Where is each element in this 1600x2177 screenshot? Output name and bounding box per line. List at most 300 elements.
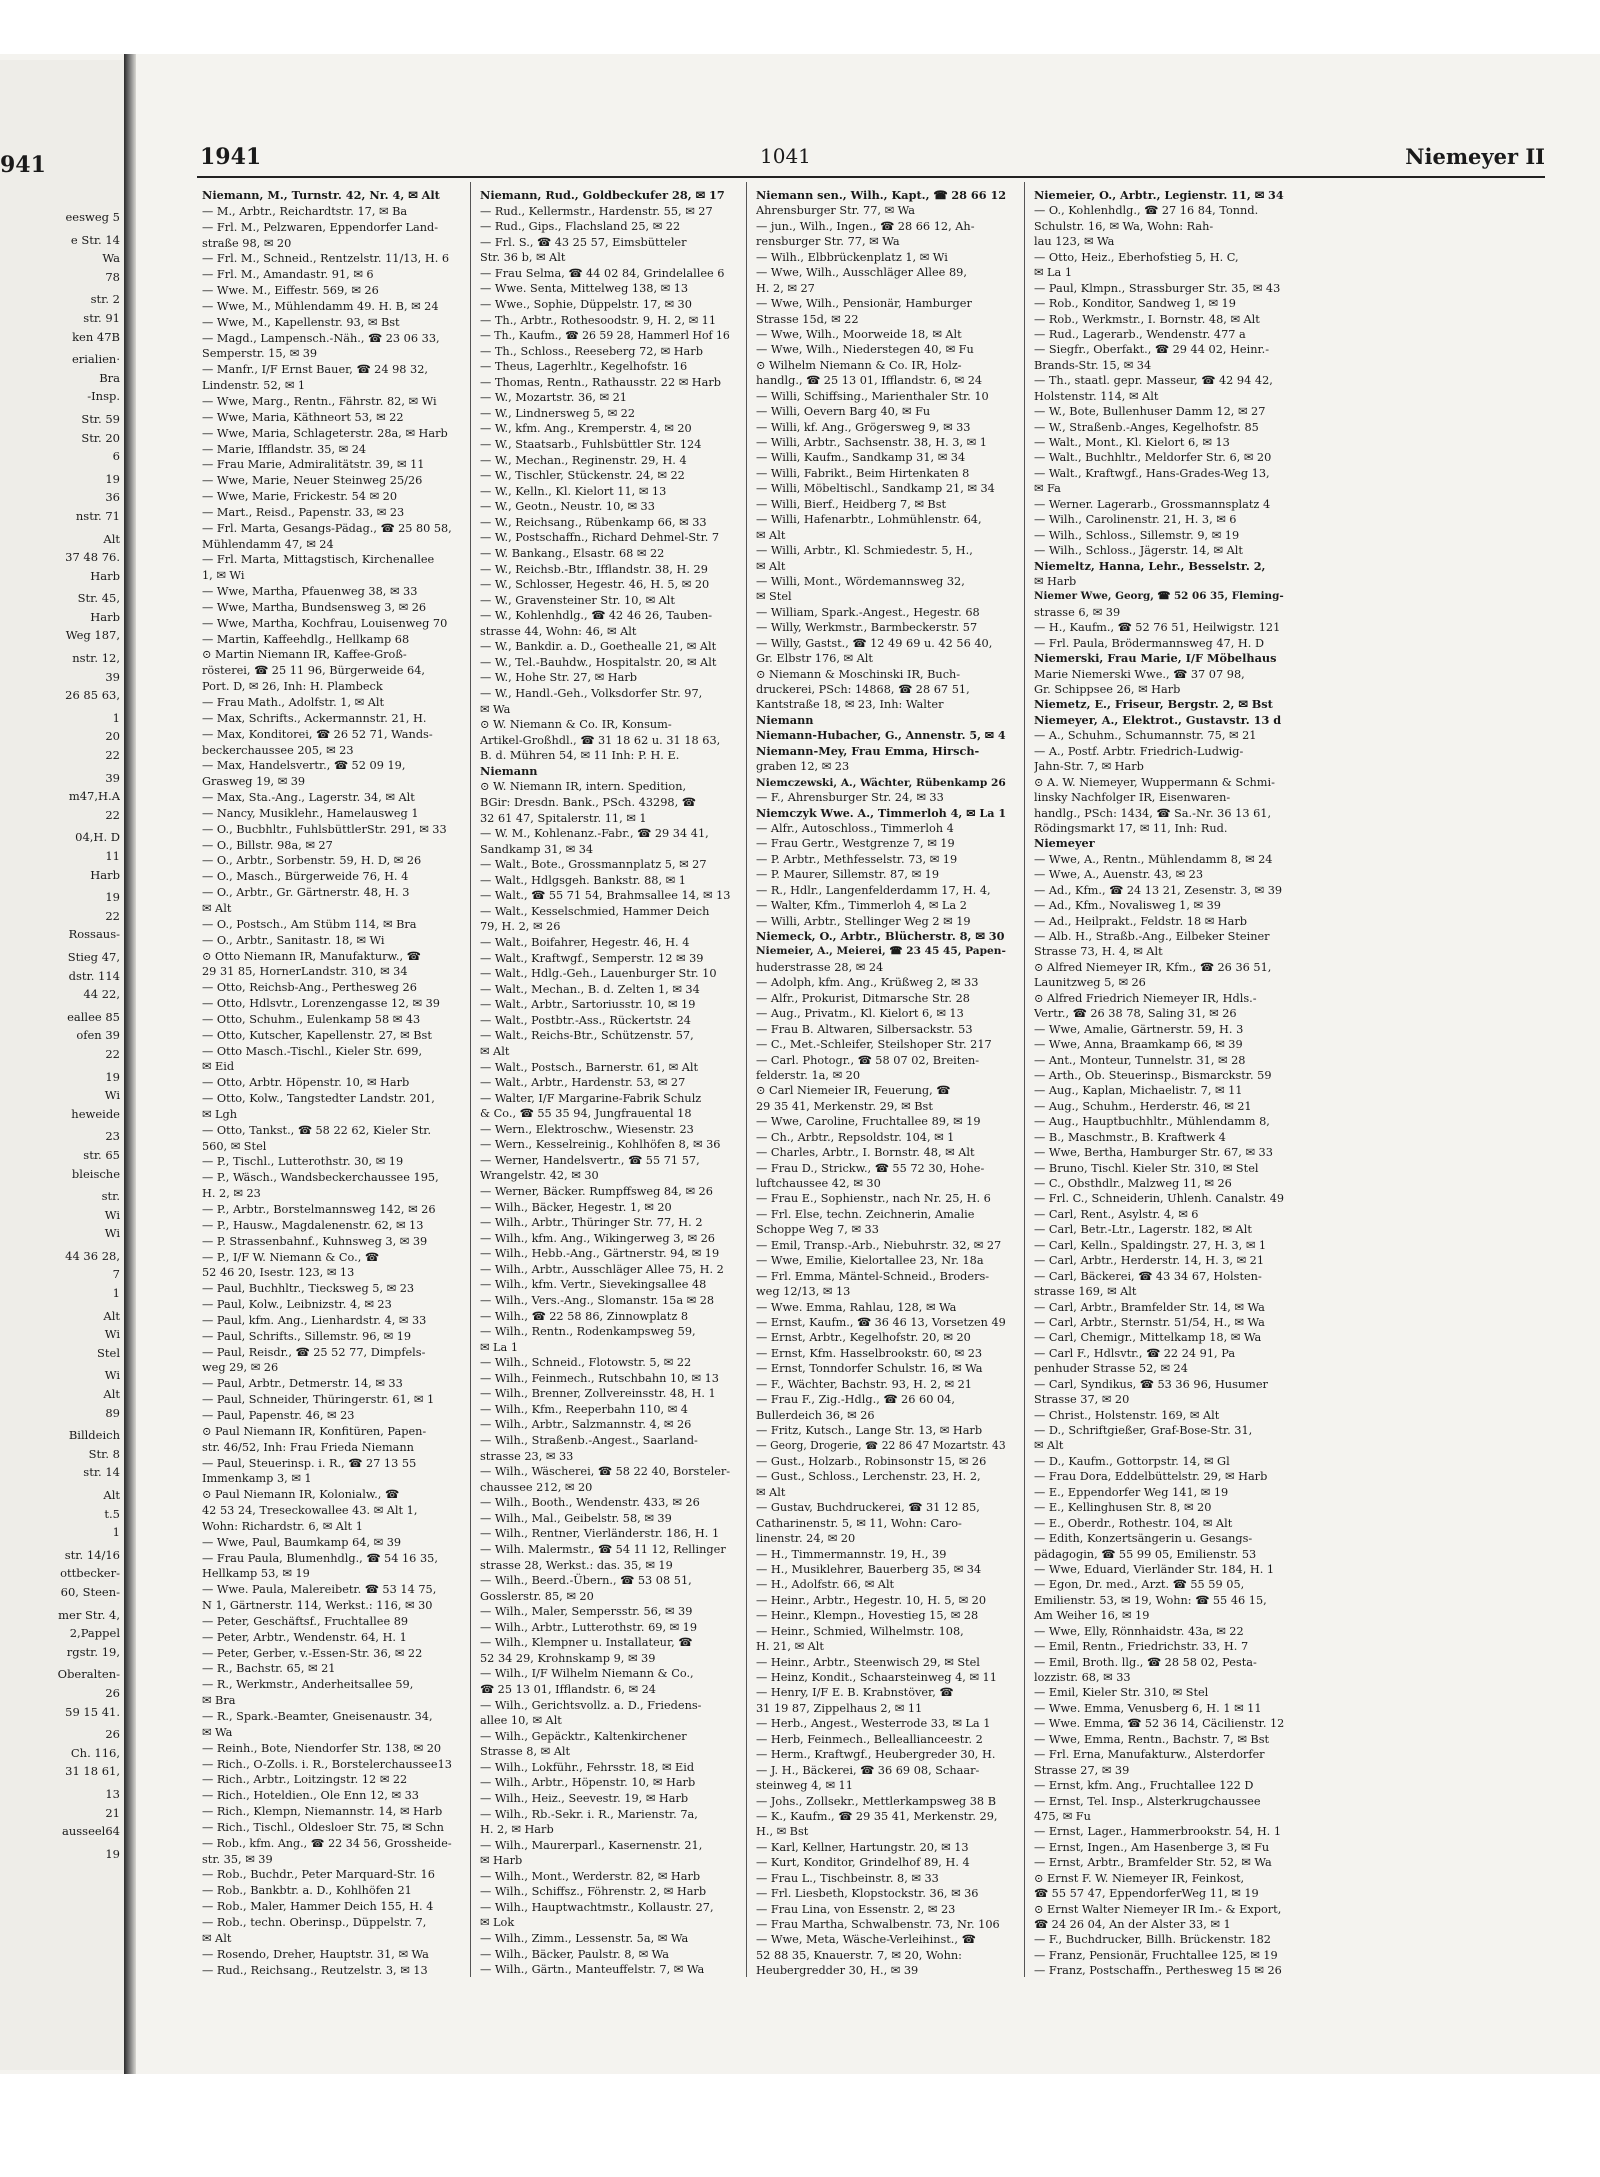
directory-entry-line: — Rosendo, Dreher, Hauptstr. 31, ✉ Wa	[202, 1947, 429, 1961]
directory-entry-line: Kantstraße 18, ✉ 23, Inh: Walter	[756, 698, 944, 712]
directory-entry-line: — Paul, kfm. Ang., Lienhardstr. 4, ✉ 33	[202, 1313, 427, 1327]
directory-entry-line: — Wwe, Martha, Bundsensweg 3, ✉ 26	[202, 600, 427, 614]
directory-entry-line: — Paul, Arbtr., Detmerstr. 14, ✉ 33	[202, 1377, 403, 1391]
previous-page-number: 941	[0, 152, 46, 178]
directory-entry-line: — Bruno, Tischl. Kieler Str. 310, ✉ Stel	[1034, 1161, 1259, 1175]
directory-entry-line: — Heinr., Schmied, Wilhelmstr. 108,	[756, 1624, 964, 1638]
directory-entry-line: — W., Tischler, Stückenstr. 24, ✉ 22	[480, 469, 685, 483]
directory-column-3	[756, 188, 1006, 1988]
directory-entry-line: — Ad., Kfm., ☎ 24 13 21, Zesenstr. 3, ✉ 39	[1034, 883, 1283, 897]
previous-page-line: Stieg 47,	[67, 949, 120, 964]
directory-entry-line: — Walt., Mechan., B. d. Zelten 1, ✉ 34	[480, 982, 700, 996]
directory-entry-line: — W., Kohlenhdlg., ☎ 42 46 26, Tauben-	[480, 609, 713, 623]
previous-page-line: Alt	[103, 1387, 120, 1402]
directory-entry-line: — Rob., kfm. Ang., ☎ 22 34 56, Grossheide-	[202, 1836, 452, 1850]
directory-entry-line: — W., Mechan., Reginenstr. 29, H. 4	[480, 453, 687, 467]
directory-entry-line: H. 21, ✉ Alt	[756, 1640, 824, 1654]
directory-entry-line: — W., Reichsang., Rübenkamp 66, ✉ 33	[480, 515, 707, 529]
directory-entry-line: ⊙ W. Niemann IR, intern. Spedition,	[480, 780, 687, 794]
directory-entry-line: — Wwe, Eduard, Vierländer Str. 184, H. 1	[1034, 1562, 1275, 1576]
directory-entry-line: penhuder Strasse 52, ✉ 24	[1034, 1362, 1188, 1376]
previous-page-line: Wi	[104, 1088, 120, 1103]
previous-page-line: 22	[105, 908, 120, 923]
directory-entry-line: — H., Musiklehrer, Bauerberg 35, ✉ 34	[756, 1562, 982, 1576]
directory-entry-line: — Frau Selma, ☎ 44 02 84, Grindelallee 6	[480, 266, 725, 280]
previous-page-line: 60, Steen-	[60, 1584, 120, 1599]
previous-page-line: 13	[105, 1786, 120, 1801]
directory-entry-line: — Wilh., Schneid., Flotowstr. 5, ✉ 22	[480, 1356, 692, 1370]
directory-entry-line: — Carl. Photogr., ☎ 58 07 02, Breiten-	[756, 1053, 980, 1067]
directory-entry-line: H. 2, ✉ 27	[756, 281, 815, 295]
directory-entry-line: ☎ 55 57 47, EppendorferWeg 11, ✉ 19	[1034, 1887, 1259, 1901]
directory-entry-line: ✉ Alt	[756, 1485, 786, 1499]
directory-entry-line: — Alfr., Prokurist, Ditmarsche Str. 28	[756, 991, 970, 1005]
directory-entry-line: — Wwe, Wilh., Ausschläger Allee 89,	[756, 266, 967, 280]
previous-page-line: eallee 85	[67, 1009, 120, 1024]
directory-entry-line: handlg., ☎ 25 13 01, Ifflandstr. 6, ✉ 24	[756, 374, 983, 388]
directory-entry-line: huderstrasse 28, ✉ 24	[756, 960, 884, 974]
directory-entry-line: — Carl, Bäckerei, ☎ 43 34 67, Holsten-	[1034, 1269, 1262, 1283]
directory-entry-line: ⊙ Carl Niemeier IR, Feuerung, ☎	[756, 1084, 951, 1098]
directory-entry-line: — Adolph, kfm. Ang., Krüßweg 2, ✉ 33	[756, 976, 979, 990]
previous-page-line: heweide	[71, 1106, 120, 1121]
directory-entry-line: — P., I/F W. Niemann & Co., ☎	[202, 1250, 379, 1264]
previous-page-line: 26	[105, 1727, 120, 1742]
directory-entry-line: — P., Arbtr., Borstelmannsweg 142, ✉ 26	[202, 1203, 436, 1216]
directory-entry-line: Vertr., ☎ 26 38 78, Saling 31, ✉ 26	[1034, 1007, 1237, 1021]
directory-entry-line: — Th., staatl. gepr. Masseur, ☎ 42 94 42,	[1034, 374, 1273, 388]
directory-entry-line: — Wilh., Heiz., Seevestr. 19, ✉ Harb	[480, 1791, 689, 1805]
column-divider	[1024, 182, 1025, 1977]
directory-entry-line: — Wwe, Bertha, Hamburger Str. 67, ✉ 33	[1034, 1146, 1273, 1160]
directory-entry-line: pädagogin, ☎ 55 99 05, Emilienstr. 53	[1034, 1547, 1257, 1561]
directory-entry-line: — W., Mozartstr. 36, ✉ 21	[480, 391, 627, 405]
directory-entry-line: — Frau Math., Adolfstr. 1, ✉ Alt	[202, 696, 385, 709]
directory-entry-line: Marie Niemerski Wwe., ☎ 37 07 98,	[1034, 667, 1245, 681]
directory-entry-line: — E., Oberdr., Rothestr. 104, ✉ Alt	[1034, 1516, 1233, 1530]
directory-entry-line: — Christ., Holstenstr. 169, ✉ Alt	[1034, 1408, 1220, 1422]
previous-page-line: Wi	[104, 1207, 120, 1222]
directory-entry-line: — W. Bankang., Elsastr. 68 ✉ 22	[480, 546, 665, 560]
previous-page-line: 31 18 61,	[65, 1764, 120, 1779]
directory-entry-line: — Theus, Lagerhltr., Kegelhofstr. 16	[480, 360, 688, 374]
directory-entry-line: Niemeltz, Hanna, Lehr., Besselstr. 2,	[1034, 558, 1266, 573]
directory-entry-line: — Frl. Marta, Gesangs-Pädag., ☎ 25 80 58,	[202, 521, 452, 535]
directory-entry-line: — P., Tischl., Lutterothstr. 30, ✉ 19	[202, 1155, 404, 1169]
directory-entry-line: — Heinz, Kondit., Schaarsteinweg 4, ✉ 11	[756, 1671, 997, 1684]
directory-entry-line: — W., Geotn., Neustr. 10, ✉ 33	[480, 500, 655, 514]
directory-entry-line: — Ernst, Arbtr., Kegelhofstr. 20, ✉ 20	[756, 1331, 971, 1345]
directory-entry-line: Niemeyer	[1034, 836, 1095, 851]
directory-entry-line: — F., Buchdrucker, Billh. Brückenstr. 182	[1034, 1933, 1271, 1947]
directory-entry-line: — Wwe. M., Eiffestr. 569, ✉ 26	[202, 284, 379, 298]
directory-entry-line: ✉ Wa	[480, 702, 511, 716]
directory-entry-line: — Kurt, Konditor, Grindelhof 89, H. 4	[756, 1856, 970, 1870]
directory-entry-line: ⊙ Paul Niemann IR, Konfitüren, Papen-	[202, 1424, 427, 1438]
directory-entry-line: — Frau Martha, Schwalbenstr. 73, Nr. 106	[756, 1918, 1000, 1931]
directory-column-4	[1034, 188, 1284, 1988]
directory-entry-line: H. 2, ✉ 23	[202, 1187, 261, 1201]
previous-page-line: Str. 45,	[77, 591, 120, 606]
directory-entry-line: — Herb, Feinmech., Belleallianceestr. 2	[756, 1732, 983, 1746]
directory-entry-line: — Paul, Papenstr. 46, ✉ 23	[202, 1408, 355, 1422]
directory-entry-line: — Willi, kf. Ang., Grögersweg 9, ✉ 33	[756, 420, 971, 434]
directory-entry-line: — Wilh., Booth., Wendenstr. 433, ✉ 26	[480, 1496, 700, 1510]
directory-entry-line: — Wern., Kesselreinig., Kohlhöfen 8, ✉ 36	[480, 1138, 721, 1152]
directory-entry-line: — Emil, Broth. llg., ☎ 28 58 02, Pesta-	[1034, 1655, 1257, 1669]
directory-entry-line: — Herb., Angest., Westerrode 33, ✉ La 1	[756, 1717, 991, 1731]
directory-entry-line: — Reinh., Bote, Niendorfer Str. 138, ✉ 20	[202, 1741, 442, 1755]
directory-entry-line: strasse 169, ✉ Alt	[1034, 1285, 1137, 1299]
directory-entry-line: — Heinr., Arbtr., Hegestr. 10, H. 5, ✉ 20	[756, 1593, 987, 1607]
directory-entry-line: — Wilh., Schloss., Sillemstr. 9, ✉ 19	[1034, 528, 1240, 542]
previous-page-line: Weg 187,	[65, 628, 120, 643]
directory-entry-line: — Wwe, Marie, Neuer Steinweg 25/26	[202, 474, 423, 488]
directory-entry-line: — Wilh., Straßenb.-Angest., Saarland-	[480, 1434, 698, 1447]
previous-page-line: Oberalten-	[57, 1667, 120, 1682]
directory-entry-line: — jun., Wilh., Ingen., ☎ 28 66 12, Ah-	[756, 219, 975, 233]
directory-entry-line: — Walt., Mont., Kl. Kielort 6, ✉ 13	[1034, 436, 1230, 449]
directory-entry-line: ✉ Alt	[756, 528, 786, 542]
previous-page-line: 20	[105, 729, 120, 744]
directory-entry-line: Niemeier, O., Arbtr., Legienstr. 11, ✉ 34	[1034, 188, 1284, 202]
directory-entry-line: Gr. Elbstr 176, ✉ Alt	[756, 652, 873, 666]
directory-entry-line: — Wilh., Schloss., Jägerstr. 14, ✉ Alt	[1034, 544, 1243, 558]
directory-entry-line: — Frl. Liesbeth, Klopstockstr. 36, ✉ 36	[756, 1887, 979, 1901]
directory-entry-line: — O., Postsch., Am Stübm 114, ✉ Bra	[202, 917, 417, 931]
directory-entry-line: Niemann	[480, 763, 538, 778]
directory-entry-line: — Emil, Kieler Str. 310, ✉ Stel	[1034, 1686, 1209, 1700]
directory-entry-line: — Wwe., Sophie, Düppelstr. 17, ✉ 30	[480, 297, 692, 311]
directory-entry-line: Niemerski, Frau Marie, I/F Möbelhaus	[1034, 651, 1277, 666]
directory-entry-line: — Wilh., Rentn., Rodenkampsweg 59,	[480, 1325, 696, 1339]
directory-entry-line: — Wwe, Maria, Schlageterstr. 28a, ✉ Harb	[202, 426, 448, 440]
page-header	[200, 140, 1570, 180]
directory-entry-line: — Paul, Buchhltr., Tiecksweg 5, ✉ 23	[202, 1282, 415, 1296]
book-gutter	[124, 54, 136, 2074]
previous-page-edge	[0, 60, 124, 2070]
previous-page-line: 2,Pappel	[69, 1626, 120, 1641]
directory-entry-line: — Wwe, Emma, Rentn., Bachstr. 7, ✉ Bst	[1034, 1732, 1270, 1746]
directory-entry-line: ✉ Bra	[202, 1694, 236, 1708]
directory-entry-line: — Ernst, kfm. Ang., Fruchtallee 122 D	[1034, 1779, 1254, 1793]
directory-entry-line: beckerchaussee 205, ✉ 23	[202, 743, 354, 757]
directory-entry-line: Launitzweg 5, ✉ 26	[1034, 976, 1146, 990]
directory-entry-line: — Paul, Schneider, Thüringerstr. 61, ✉ 1	[202, 1393, 435, 1407]
directory-entry-line: — Wwe, A., Auenstr. 43, ✉ 23	[1034, 868, 1204, 882]
directory-entry-line: — Frl. M., Schneid., Rentzelstr. 11/13, H. 6	[202, 252, 450, 266]
directory-entry-line: — Rich., Arbtr., Loitzingstr. 12 ✉ 22	[202, 1773, 408, 1787]
directory-entry-line: — Gustav, Buchdruckerei, ☎ 31 12 85,	[756, 1501, 980, 1515]
directory-entry-line: ✉ Alt	[1034, 1439, 1064, 1453]
directory-entry-line: — Frau F., Zig.-Hdlg., ☎ 26 60 04,	[756, 1393, 955, 1407]
directory-entry-line: — Wwe, Marie, Frickestr. 54 ✉ 20	[202, 490, 398, 504]
directory-entry-line: — Wwe, Anna, Braamkamp 66, ✉ 39	[1034, 1038, 1243, 1052]
directory-entry-line: — Manfr., I/F Ernst Bauer, ☎ 24 98 32,	[202, 363, 429, 377]
directory-entry-line: — Wwe. Emma, Rahlau, 128, ✉ Wa	[756, 1300, 957, 1314]
directory-entry-line: str. 35, ✉ 39	[202, 1852, 273, 1866]
directory-entry-line: — Max, Schrifts., Ackermannstr. 21, H.	[202, 711, 427, 725]
directory-entry-line: — Aug., Kaplan, Michaelistr. 7, ✉ 11	[1034, 1084, 1243, 1098]
directory-entry-line: — Willi, Möbeltischl., Sandkamp 21, ✉ 34	[756, 482, 995, 496]
directory-entry-line: — P. Strassenbahnf., Kuhnsweg 3, ✉ 39	[202, 1234, 428, 1248]
directory-entry-line: — Rob., Bankbtr. a. D., Kohlhöfen 21	[202, 1884, 412, 1898]
directory-entry-line: — Willy, Gastst., ☎ 12 49 69 u. 42 56 40,	[756, 636, 993, 650]
column-divider	[470, 182, 471, 1977]
directory-entry-line: — Wilh., ☎ 22 58 86, Zinnowplatz 8	[480, 1309, 689, 1323]
directory-entry-line: strasse 28, Werkst.: das. 35, ✉ 19	[480, 1558, 673, 1572]
directory-entry-line: — Wilh., Arbtr., Lutterothstr. 69, ✉ 19	[480, 1620, 698, 1634]
running-title: Niemeyer II	[1405, 144, 1545, 169]
directory-entry-line: — P., Hausw., Magdalenenstr. 62, ✉ 13	[202, 1218, 424, 1232]
directory-entry-line: — P., Wäsch., Wandsbeckerchaussee 195,	[202, 1171, 439, 1185]
directory-entry-line: — Wwe. Emma, Venusberg 6, H. 1 ✉ 11	[1034, 1701, 1262, 1715]
directory-entry-line: — Wilh., Vers.-Ang., Slomanstr. 15a ✉ 28	[480, 1293, 715, 1307]
directory-entry-line: — O., Bucbhltr., FuhlsbüttlerStr. 291, ✉ 33	[202, 822, 447, 836]
directory-entry-line: — W., Schlosser, Hegestr. 46, H. 5, ✉ 20	[480, 578, 710, 592]
directory-entry-line: Strasse 73, H. 4, ✉ Alt	[1034, 945, 1163, 959]
directory-entry-line: — W., Tel.-Bauhdw., Hospitalstr. 20, ✉ Alt	[480, 655, 717, 669]
previous-page-line: 26 85 63,	[65, 688, 120, 703]
directory-entry-line: — H., Adolfstr. 66, ✉ Alt	[756, 1578, 895, 1592]
directory-entry-line: — Carl, Kelln., Spaldingstr. 27, H. 3, ✉ 1	[1034, 1238, 1267, 1252]
directory-entry-line: — Paul, Reisdr., ☎ 25 52 77, Dimpfels-	[202, 1345, 426, 1359]
directory-entry-line: ⊙ Otto Niemann IR, Manufakturw., ☎	[202, 949, 421, 963]
previous-page-line: 78	[105, 269, 120, 284]
directory-entry-line: ✉ La 1	[480, 1340, 519, 1354]
directory-entry-line: — Emil, Rentn., Friedrichstr. 33, H. 7	[1034, 1640, 1249, 1654]
previous-page-line: Harb	[90, 867, 120, 882]
directory-entry-line: — Frau D., Strickw., ☎ 55 72 30, Hohe-	[756, 1161, 985, 1175]
directory-entry-line: — Aug., Schuhm., Herderstr. 46, ✉ 21	[1034, 1099, 1252, 1113]
previous-page-line: Rossaus-	[68, 927, 120, 942]
previous-page-line: t.5	[104, 1506, 120, 1521]
directory-entry-line: — Frl. Marta, Mittagstisch, Kirchenallee	[202, 553, 435, 567]
directory-entry-line: — O., Masch., Bürgerweide 76, H. 4	[202, 870, 409, 884]
directory-entry-line: — A., Postf. Arbtr. Friedrich-Ludwig-	[1034, 744, 1244, 758]
directory-entry-line: Strasse 27, ✉ 39	[1034, 1763, 1130, 1777]
directory-entry-line: 29 31 85, HornerLandstr. 310, ✉ 34	[202, 965, 408, 979]
previous-page-text	[2, 210, 120, 1865]
directory-entry-line: ⊙ Ernst Walter Niemeyer IR Im.- & Export,	[1034, 1902, 1282, 1916]
directory-entry-line: — Ernst, Arbtr., Bramfelder Str. 52, ✉ Wa	[1034, 1856, 1272, 1870]
directory-entry-line: — C., Met.-Schleifer, Steilshoper Str. 217	[756, 1038, 992, 1052]
directory-entry-line: — Ch., Arbtr., Repsoldstr. 104, ✉ 1	[756, 1130, 955, 1144]
directory-entry-line: — Magd., Lampensch.-Näh., ☎ 23 06 33,	[202, 331, 440, 345]
directory-entry-line: ✉ Lgh	[202, 1107, 238, 1121]
directory-entry-line: — Aug., Hauptbuchhltr., Mühlendamm 8,	[1034, 1115, 1270, 1129]
directory-entry-line: linsky Nachfolger IR, Eisenwaren-	[1034, 791, 1231, 805]
previous-page-line: erialien·	[71, 352, 120, 367]
directory-entry-line: — Wilh., Klempner u. Installateur, ☎	[480, 1636, 693, 1650]
directory-entry-line: luftchaussee 42, ✉ 30	[756, 1177, 881, 1190]
previous-page-line: Harb	[90, 609, 120, 624]
directory-entry-line: — Ernst, Kaufm., ☎ 36 46 13, Vorsetzen 49	[756, 1315, 1006, 1329]
directory-entry-line: weg 12/13, ✉ 13	[756, 1285, 851, 1299]
directory-entry-line: — Fritz, Kutsch., Lange Str. 13, ✉ Harb	[756, 1424, 983, 1437]
directory-entry-line: — Willi, Fabrikt., Beim Hirtenkaten 8	[756, 466, 970, 480]
directory-entry-line: — Frl. M., Amandastr. 91, ✉ 6	[202, 268, 374, 282]
directory-entry-line: — W., Staatsarb., Fuhlsbüttler Str. 124	[480, 438, 702, 451]
previous-page-line: str. 65	[83, 1147, 120, 1162]
directory-entry-line: Jahn-Str. 7, ✉ Harb	[1034, 760, 1144, 774]
directory-entry-line: — O., Arbtr., Gr. Gärtnerstr. 48, H. 3	[202, 886, 410, 900]
directory-entry-line: — W., Straßenb.-Anges, Kegelhofstr. 85	[1034, 420, 1259, 434]
previous-page-line: 59 15 41.	[65, 1704, 120, 1719]
previous-page-line: 1	[112, 1286, 120, 1301]
previous-page-line: str. 2	[90, 292, 120, 307]
directory-entry-line: — Walt., Buchhltr., Meldorfer Str. 6, ✉ 20	[1034, 451, 1272, 465]
directory-entry-line: — Wilh., Gerichtsvollz. a. D., Friedens-	[480, 1698, 702, 1712]
directory-entry-line: 29 35 41, Merkenstr. 29, ✉ Bst	[756, 1099, 933, 1113]
directory-entry-line: — Wilh., Maurerparl., Kasernenstr. 21,	[480, 1838, 703, 1852]
directory-entry-line: Wohn: Richardstr. 6, ✉ Alt 1	[202, 1519, 363, 1533]
previous-page-line: str. 14	[83, 1465, 120, 1480]
directory-entry-line: ✉ Alt	[202, 1931, 232, 1945]
directory-entry-line: felderstr. 1a, ✉ 20	[756, 1068, 861, 1082]
directory-entry-line: — Ant., Monteur, Tunnelstr. 31, ✉ 28	[1034, 1053, 1246, 1067]
previous-page-line: Billdeich	[68, 1428, 120, 1443]
directory-entry-line: — O., Arbtr., Sorbenstr. 59, H. D, ✉ 26	[202, 854, 422, 868]
directory-entry-line: — F., Ahrensburger Str. 24, ✉ 33	[756, 791, 944, 805]
directory-entry-line: — Frl. Paula, Brödermannsweg 47, H. D	[1034, 636, 1264, 650]
directory-entry-line: — H., Kaufm., ☎ 52 76 51, Heilwigstr. 121	[1034, 621, 1281, 635]
previous-page-line: Wa	[102, 251, 120, 266]
directory-entry-line: — Siegfr., Oberfakt., ☎ 29 44 02, Heinr.-	[1034, 343, 1270, 357]
directory-entry-line: — Willi, Oevern Barg 40, ✉ Fu	[756, 405, 931, 419]
directory-entry-line: — Rob., techn. Oberinsp., Düppelstr. 7,	[202, 1915, 427, 1929]
previous-page-line: 26	[105, 1685, 120, 1700]
directory-entry-line: — Wwe, Meta, Wäsche-Verleihinst., ☎	[756, 1933, 976, 1947]
directory-entry-line: — Rob., Buchdr., Peter Marquard-Str. 16	[202, 1868, 435, 1882]
directory-entry-line: — Walt., Bote., Grossmannplatz 5, ✉ 27	[480, 858, 707, 872]
directory-entry-line: — Wilh., Wäscherei, ☎ 58 22 40, Borsteler-	[480, 1465, 730, 1479]
directory-entry-line: Niemer Wwe, Georg, ☎ 52 06 35, Fleming-	[1034, 590, 1284, 603]
directory-entry-line: ✉ Stel	[756, 590, 792, 604]
directory-entry-line: — Willi, Hafenarbtr., Lohmühlenstr. 64,	[756, 513, 982, 527]
directory-entry-line: — Henry, I/F E. B. Krabnstöver, ☎	[756, 1686, 954, 1700]
previous-page-line: nstr. 12,	[72, 651, 120, 666]
directory-entry-line: Brands-Str. 15, ✉ 34	[1034, 358, 1152, 372]
previous-page-line: 21	[105, 1805, 120, 1820]
directory-entry-line: — Frl. Emma, Mäntel-Schneid., Broders-	[756, 1269, 990, 1283]
directory-entry-line: ✉ Alt	[202, 901, 232, 915]
directory-entry-line: 42 53 24, Treseckowallee 43. ✉ Alt 1,	[202, 1504, 418, 1518]
previous-page-line: ottbecker-	[60, 1566, 120, 1581]
directory-entry-line: — Rob., Maler, Hammer Deich 155, H. 4	[202, 1900, 434, 1914]
directory-entry-line: — P. Maurer, Sillemstr. 87, ✉ 19	[756, 868, 940, 882]
directory-entry-line: — Walt., Kesselschmied, Hammer Deich	[480, 904, 710, 918]
previous-page-line: -Insp.	[87, 389, 120, 404]
directory-entry-line: — Frl. Erna, Manufakturw., Alsterdorfer	[1034, 1748, 1265, 1762]
directory-entry-line: — Walt., Kraftwgf., Semperstr. 12 ✉ 39	[480, 951, 704, 965]
previous-page-line: dstr. 114	[68, 968, 120, 983]
directory-entry-line: lau 123, ✉ Wa	[1034, 235, 1115, 249]
directory-entry-line: — W., Reichsb.-Btr., Ifflandstr. 38, H. 29	[480, 562, 708, 576]
directory-entry-line: — R., Bachstr. 65, ✉ 21	[202, 1662, 336, 1676]
directory-entry-line: — Willi, Bierf., Heidberg 7, ✉ Bst	[756, 497, 947, 511]
previous-page-line: 22	[105, 807, 120, 822]
previous-page-line: 1	[112, 710, 120, 725]
directory-entry-line: — Wilh., Brenner, Zollvereinsstr. 48, H. 1	[480, 1387, 716, 1401]
previous-page-line: 22	[105, 748, 120, 763]
directory-entry-line: — Walt., ☎ 55 71 54, Brahmsallee 14, ✉ 13	[480, 889, 730, 903]
previous-page-line: 19	[105, 890, 120, 905]
previous-page-line: 22	[105, 1046, 120, 1061]
directory-entry-line: Emilienstr. 53, ✉ 19, Wohn: ☎ 55 46 15,	[1034, 1593, 1267, 1607]
directory-entry-line: — Carl F., Hdlsvtr., ☎ 22 24 91, Pa	[1034, 1346, 1236, 1360]
directory-entry-line: — Wwe. Emma, ☎ 52 36 14, Cäcilienstr. 12	[1034, 1717, 1284, 1731]
directory-entry-line: — Frau Paula, Blumenhdlg., ☎ 54 16 35,	[202, 1551, 438, 1565]
directory-entry-line: — Frl. C., Schneiderin, Uhlenh. Canalstr. 49	[1034, 1192, 1284, 1206]
directory-entry-line: — Carl, Arbtr., Herderstr. 14, H. 3, ✉ 21	[1034, 1254, 1265, 1268]
directory-entry-line: — Gust., Schloss., Lerchenstr. 23, H. 2,	[756, 1470, 981, 1484]
directory-entry-line: — Walt., Hdlg.-Geh., Lauenburger Str. 10	[480, 967, 717, 981]
directory-entry-line: — Wilh., Arbtr., Ausschläger Allee 75, H. 2	[480, 1262, 724, 1276]
directory-entry-line: — Frau Lina, von Essenstr. 2, ✉ 23	[756, 1902, 956, 1916]
directory-entry-line: — Herm., Kraftwgf., Heubergreder 30, H.	[756, 1748, 996, 1762]
directory-entry-line: straße 98, ✉ 20	[202, 236, 292, 250]
directory-entry-line: — Wwe, Maria, Käthneort 53, ✉ 22	[202, 410, 404, 424]
directory-entry-line: str. 46/52, Inh: Frau Frieda Niemann	[202, 1440, 414, 1454]
directory-entry-line: — Peter, Arbtr., Wendenstr. 64, H. 1	[202, 1630, 407, 1644]
directory-entry-line: — Wilh., Carolinenstr. 21, H. 3, ✉ 6	[1034, 513, 1237, 527]
directory-entry-line: — Frl. Else, techn. Zeichnerin, Amalie	[756, 1207, 975, 1221]
directory-entry-line: — Wwe. Senta, Mittelweg 138, ✉ 13	[480, 282, 689, 296]
directory-entry-line: — Wwe, Amalie, Gärtnerstr. 59, H. 3	[1034, 1022, 1244, 1036]
directory-entry-line: Niemann, Rud., Goldbeckufer 28, ✉ 17	[480, 188, 725, 202]
previous-page-line: Alt	[103, 531, 120, 546]
directory-entry-line: — Werner, Bäcker. Rumpffsweg 84, ✉ 26	[480, 1185, 713, 1198]
directory-entry-line: — W., Kelln., Kl. Kielort 11, ✉ 13	[480, 484, 667, 498]
directory-entry-line: — Carl, Syndikus, ☎ 53 36 96, Husumer	[1034, 1377, 1268, 1391]
previous-page-line: 36	[105, 490, 120, 505]
header-rule	[197, 176, 1545, 178]
previous-page-line: ofen 39	[76, 1028, 120, 1043]
directory-entry-line: — Rich., Klempn, Niemannstr. 14, ✉ Harb	[202, 1805, 443, 1819]
directory-entry-line: — C., Obsthdlr., Malzweg 11, ✉ 26	[1034, 1177, 1232, 1190]
directory-entry-line: — Martin, Kaffeehdlg., Hellkamp 68	[202, 632, 410, 646]
directory-entry-line: — Wilh., Zimm., Lessenstr. 5a, ✉ Wa	[480, 1932, 689, 1945]
directory-entry-line: — Wilh., Hauptwachtmstr., Kollaustr. 27,	[480, 1900, 714, 1914]
directory-entry-line: ⊙ Wilhelm Niemann & Co. IR, Holz-	[756, 358, 962, 372]
directory-entry-line: 52 46 20, Isestr. 123, ✉ 13	[202, 1266, 355, 1280]
directory-entry-line: ⊙ Alfred Friedrich Niemeyer IR, Hdls.-	[1034, 991, 1257, 1005]
directory-entry-line: — Frl. S., ☎ 43 25 57, Eimsbütteler	[480, 235, 687, 249]
directory-entry-line: — Ernst, Lager., Hammerbrookstr. 54, H. 1	[1034, 1825, 1282, 1839]
directory-entry-line: — Wwe, A., Rentn., Mühlendamm 8, ✉ 24	[1034, 852, 1273, 866]
directory-entry-line: — Walt., Postsch., Barnerstr. 61, ✉ Alt	[480, 1060, 699, 1074]
directory-entry-line: — William, Spark.-Angest., Hegestr. 68	[756, 605, 980, 619]
directory-entry-line: — Wwe, Wilh., Moorweide 18, ✉ Alt	[756, 327, 962, 341]
directory-entry-line: — Max, Konditorei, ☎ 26 52 71, Wands-	[202, 727, 433, 741]
previous-page-line: 1	[112, 1525, 120, 1540]
previous-page-line: 39	[105, 770, 120, 785]
directory-entry-line: ⊙ Paul Niemann IR, Kolonialw., ☎	[202, 1488, 400, 1502]
previous-page-line: Wi	[104, 1226, 120, 1241]
previous-page-line: m47,H.A	[68, 789, 120, 804]
directory-entry-line: — H., Timmermannstr. 19, H., 39	[756, 1547, 947, 1561]
directory-entry-line: — R., Hdlr., Langenfelderdamm 17, H. 4,	[756, 883, 991, 897]
directory-entry-line: — Frl. M., Pelzwaren, Eppendorfer Land-	[202, 220, 439, 234]
directory-entry-line: rösterei, ☎ 25 11 96, Bürgerweide 64,	[202, 664, 425, 678]
directory-entry-line: — Frau Dora, Eddelbüttelstr. 29, ✉ Harb	[1034, 1470, 1268, 1484]
directory-entry-line: — Wwe, Marg., Rentn., Fährstr. 82, ✉ Wi	[202, 394, 437, 408]
directory-entry-line: — Max, Handelsvertr., ☎ 52 09 19,	[202, 759, 406, 773]
directory-entry-line: Niemann sen., Wilh., Kapt., ☎ 28 66 12	[756, 188, 1006, 202]
directory-entry-line: — E., Eppendorfer Weg 141, ✉ 19	[1034, 1485, 1229, 1499]
directory-entry-line: 52 88 35, Knauerstr. 7, ✉ 20, Wohn:	[756, 1948, 962, 1962]
